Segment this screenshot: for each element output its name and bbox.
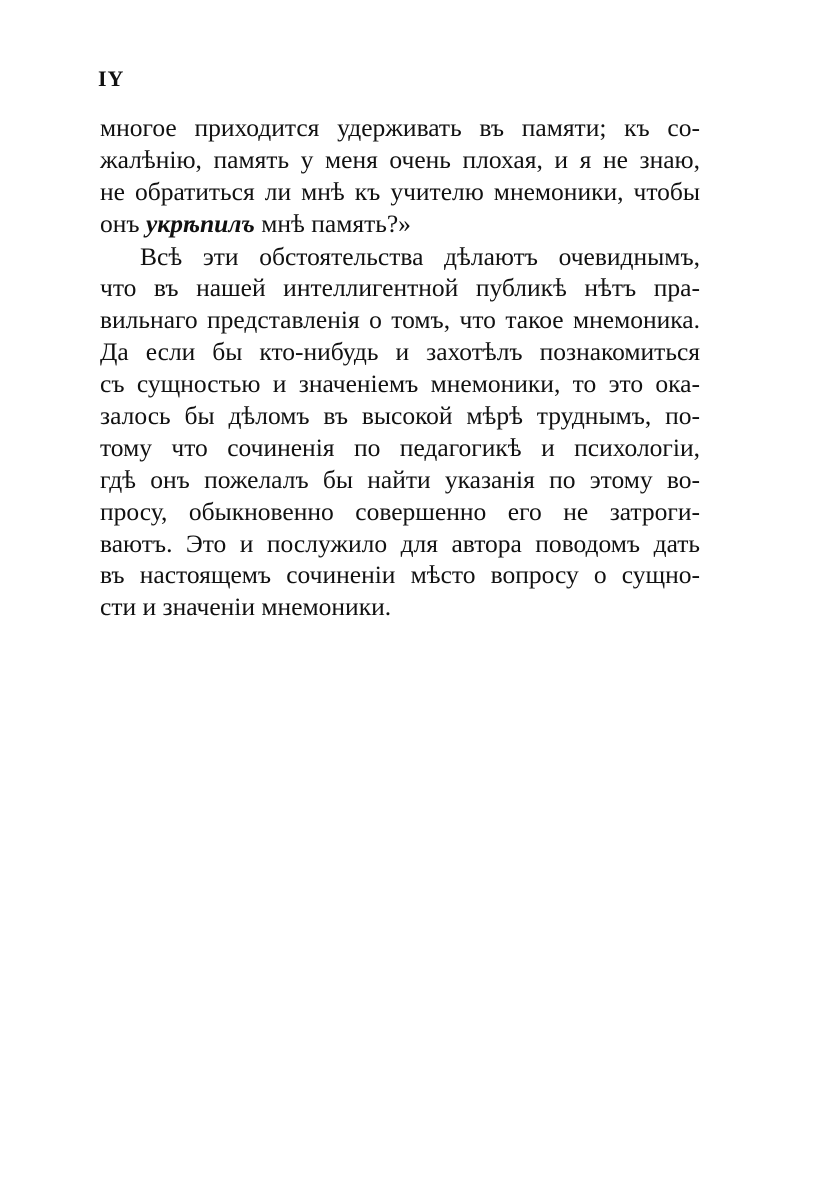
text-fragment: мнѣ память?» (261, 208, 411, 238)
text-line: просу, обыкновенно совершенно его не затроги- (100, 496, 700, 526)
text-line: съ сущностью и значеніемъ мнемоники, то это ока- (100, 369, 700, 399)
text-line: многое приходится удерживать въ памяти; къ со- (100, 113, 700, 142)
text-line: вильнаго представленія о томъ, что такое мнемоника. (100, 305, 700, 335)
text-fragment: онъ (100, 208, 140, 238)
text-line: Всѣ эти обстоятельства дѣлаютъ очевиднымъ, (140, 241, 700, 271)
text-line: не обратиться ли мнѣ къ учителю мнемоники, чтобы (100, 176, 700, 206)
text-line: гдѣ онъ пожелалъ бы найти указанія по этому во- (100, 464, 700, 494)
text-line: ваютъ. Это и послужило для автора поводомъ дать (100, 528, 700, 558)
page-number: IY (98, 66, 125, 91)
text-line: тому что сочиненія по педагогикѣ и психологіи, (100, 432, 700, 462)
text-line: залось бы дѣломъ въ высокой мѣрѣ труднымъ, по- (100, 401, 700, 431)
text-line: Да если бы кто-нибудь и захотѣлъ познакомиться (100, 337, 700, 367)
paragraph-2 (100, 241, 700, 624)
body-text (100, 112, 700, 623)
text-line (100, 208, 700, 240)
text-line: сти и значеніи мнемоники. (100, 592, 392, 622)
text-line: жалѣнію, память у меня очень плохая, и я не знаю, (100, 144, 700, 174)
text-line: въ настоящемъ сочиненіи мѣсто вопросу о сущно- (100, 560, 700, 590)
emphasized-word: укрѣпилъ (145, 208, 255, 238)
paragraph-1 (100, 112, 700, 240)
text-line: что въ нашей интеллигентной публикѣ нѣтъ пра- (100, 273, 700, 303)
